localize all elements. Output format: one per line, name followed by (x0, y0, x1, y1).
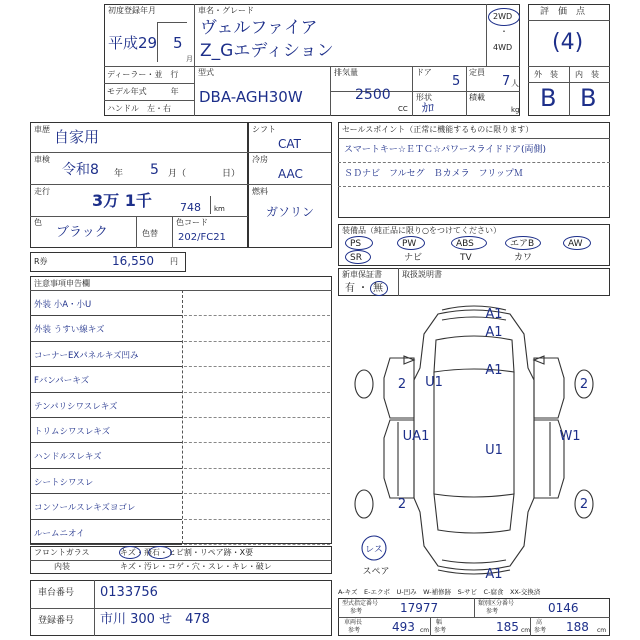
front-glass-value: キズ・飛石・ヒビ割・リペア跡・X要 (120, 548, 254, 557)
drive-4wd: 4WD (493, 43, 513, 52)
width-unit: cm (521, 627, 531, 634)
sales-line2: ＳＤナビ フルセグ Ｂカメラ フリップＭ (344, 169, 523, 179)
mileage-value: 3万 1千 (92, 191, 152, 210)
grade-label: 評 価 点 (540, 7, 586, 17)
damage-mark: 2 (397, 377, 407, 392)
kg-unit: kg (511, 106, 520, 114)
kizu-circle (119, 546, 141, 559)
note-item: Fバンパーキズ (34, 376, 90, 387)
damage-mark: U1 (425, 375, 443, 390)
color-value: ブラック (56, 225, 108, 240)
dealer-label: ディーラー・並 行 (107, 70, 179, 79)
equipment-item-circle (451, 236, 487, 250)
warranty-no: 無 (373, 283, 383, 294)
inspection-month: 5 (150, 162, 159, 178)
displacement-label: 排気量 (334, 68, 358, 77)
damage-mark: U1 (485, 443, 503, 458)
model-year-label: モデル年式 年 (107, 87, 179, 96)
damage-mark: A1 (485, 363, 503, 378)
recycle-panel (30, 252, 186, 272)
fuel-value: ガソリン (266, 205, 315, 219)
shift-label: シフト (252, 125, 276, 134)
chassis-label: 車台番号 (38, 588, 75, 598)
equipment-item: SR (350, 253, 362, 263)
exterior-label: 外 装 (534, 70, 558, 79)
warranty-dot: ・ (358, 283, 368, 294)
chassis-value: 0133756 (100, 585, 158, 600)
ac-label: 冷房 (252, 155, 268, 164)
inspection-era: 令和8 (62, 162, 99, 178)
color-change-label: 色替 (142, 229, 158, 238)
note-item: コーナーEXパネルキズ凹み (34, 350, 139, 361)
shift-value: CAT (278, 137, 301, 151)
height-unit: cm (597, 627, 607, 634)
equipment-item: エアB (510, 239, 535, 249)
damage-mark: W1 (559, 429, 581, 444)
damage-mark: A1 (485, 307, 503, 322)
tobiishi-circle (148, 546, 172, 559)
width-label: 幅 (436, 619, 443, 626)
load-label: 積載 (469, 93, 485, 102)
equipment-item: AW (568, 239, 583, 249)
month-unit2: 月（ 日） (168, 169, 241, 179)
notes-label: 注意事項申告欄 (34, 279, 90, 288)
mileage-extra: 748 (180, 201, 201, 214)
capacity-value: 7 (502, 74, 511, 89)
capacity-label: 定員 (469, 68, 485, 77)
ref-label-1: 参考 (350, 608, 363, 615)
damage-mark: 2 (397, 497, 407, 512)
type-no-label: 型式指定番号 (342, 600, 379, 607)
interior-grade: B (580, 84, 597, 112)
note-item: シートシワスレ (34, 477, 94, 488)
manual-label: 取扱説明書 (402, 270, 442, 279)
equipment-item-circle (563, 236, 591, 250)
interior-label: 内 装 (575, 70, 599, 79)
recycle-label: R券 (34, 257, 48, 266)
cc-unit: CC (398, 105, 408, 113)
month-unit: 月 (186, 55, 193, 63)
recycle-value: 16,550 (112, 254, 154, 268)
ref-label-2: 参考 (486, 608, 499, 615)
usage-value: 自家用 (54, 128, 100, 146)
displacement-value: 2500 (355, 87, 391, 103)
interior-glass-value: キズ・汚レ・コゲ・穴・スレ・キレ・破レ (120, 562, 272, 571)
reg-label: 登録番号 (38, 616, 75, 626)
ref-label-3: 参考 (348, 627, 361, 634)
type-label: 型式 (198, 68, 214, 77)
door-label: ドア (416, 68, 432, 77)
height-label: 高 (536, 619, 543, 626)
sales-line1: スマートキー☆ＥＴＣ☆パワースライドドア(両側) (344, 145, 546, 155)
capacity-unit: 人 (511, 79, 519, 88)
shape-label: 形状 (416, 93, 432, 102)
damage-mark: 2 (579, 377, 589, 392)
grade: Z_Gエディション (200, 41, 334, 61)
first-reg-label: 初度登録年月 (108, 6, 156, 15)
equipment-item-circle (397, 236, 425, 250)
color-code-label: 色コード (176, 218, 208, 227)
note-item: テンパリシワスレキズ (34, 401, 118, 412)
warranty-yes: 有 (345, 283, 355, 294)
equipment-label: 装備品（純正品に限り○をつけてください） (342, 226, 501, 235)
inspection-label: 車検 (34, 155, 50, 164)
class-no-value: 0146 (548, 601, 579, 615)
yen-unit: 円 (170, 257, 178, 266)
damage-legend: A-キズ E-エクボ U-凹み W-補修跡 S-サビ C-腐食 XX-交換済 (338, 588, 541, 596)
drive-dot: ・ (500, 27, 508, 36)
usage-label: 車歴 (34, 125, 50, 134)
type-no-value: 17977 (400, 601, 439, 615)
warranty-label: 新車保証書 (342, 270, 382, 279)
first-reg-month: 5 (173, 34, 183, 52)
fuel-label: 燃料 (252, 187, 268, 196)
ref-label-4: 参考 (434, 627, 447, 634)
door-value: 5 (452, 74, 461, 89)
note-item: ルームニオイ (34, 528, 85, 539)
equipment-item: PS (350, 239, 362, 249)
length-label: 車両長 (344, 619, 363, 626)
first-reg-era: 平成29 (108, 34, 158, 52)
equipment-item-circle (345, 250, 371, 264)
length-value: 493 (392, 620, 415, 634)
grade-value: (4) (552, 30, 584, 55)
exterior-grade: B (540, 84, 557, 112)
length-unit: cm (420, 627, 430, 634)
class-no-label: 類別区分番号 (478, 600, 515, 607)
type-value: DBA-AGH30W (199, 88, 303, 106)
damage-mark: A1 (485, 567, 503, 582)
interior-glass-label: 内装 (54, 562, 70, 571)
spare-mark: レス (365, 545, 383, 555)
equipment-item: ABS (456, 239, 474, 249)
car-name-label: 車名・グレード (198, 6, 254, 15)
spare-label: スペア (362, 567, 390, 577)
equipment-item: ナビ (404, 253, 423, 263)
equipment-item-circle (505, 236, 541, 250)
height-value: 188 (566, 620, 589, 634)
sales-label: セールスポイント（正常に機能するものに限ります） (342, 125, 534, 134)
km-unit: km (214, 205, 225, 213)
car-damage-diagram (338, 298, 610, 598)
front-glass-label: フロントガラス (34, 548, 90, 557)
handle-label: ハンドル 左・右 (107, 104, 171, 113)
drive-2wd: 2WD (493, 12, 513, 21)
equipment-item: PW (402, 239, 417, 249)
reg-value: 市川 300 せ 478 (100, 612, 210, 627)
car-name: ヴェルファイア (200, 18, 318, 38)
color-code-value: 202/FC21 (178, 232, 226, 243)
year-unit: 年 (114, 169, 124, 179)
damage-mark: 2 (579, 497, 589, 512)
shape-value: ｶﾛ (422, 101, 435, 115)
note-item: 外装 小A・小U (34, 300, 92, 310)
note-item: トリムシワスレキズ (34, 427, 111, 437)
note-item: コンソールスレキズヨゴレ (34, 503, 136, 514)
note-item: 外装 うすい線キズ (34, 325, 105, 336)
equipment-item: TV (460, 253, 472, 263)
damage-mark: UA1 (402, 429, 430, 444)
ref-label-5: 参考 (534, 627, 547, 634)
equipment-item: カワ (514, 253, 533, 263)
note-item: ハンドルスレキズ (34, 452, 102, 463)
width-value: 185 (496, 620, 519, 634)
equipment-item-circle (345, 236, 373, 250)
mileage-label: 走行 (34, 187, 50, 196)
color-label: 色 (34, 218, 42, 227)
damage-mark: A1 (485, 325, 503, 340)
ac-value: AAC (278, 167, 303, 181)
